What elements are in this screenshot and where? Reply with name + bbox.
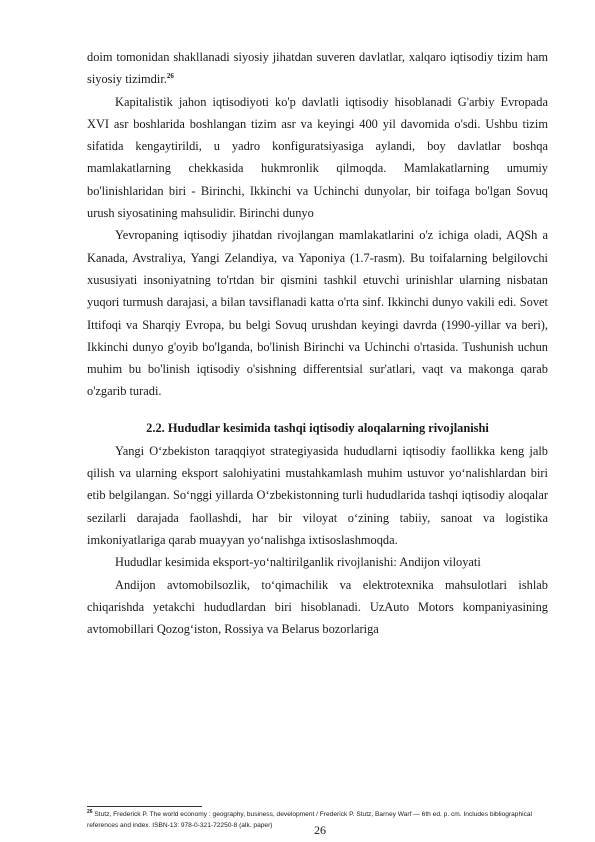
paragraph-text: Yangi O‘zbekiston taraqqiyot strategiyasida hududlarni iqtisodiy faollikka keng jalb qilish va ularning eksport salohiyatini mustahkamlash muhim ustuvor yo‘nalishlardan biri etib belgilangan. So‘nggi yillarda O‘zbekistonning turli hududlarida tashqi iqtisodiy aloqalar sezilarli darajada faollashdi, har bir viloyat o‘zining tabiiy, sanoat va logistika imkoniyatlariga qarab muayyan yo‘nalishga ixtisoslashmoqda. (87, 443, 548, 547)
paragraph-subheading-andijon (87, 551, 548, 573)
footnote-reference[interactable]: 26 (166, 72, 174, 81)
paragraph-text: Kapitalistik jahon iqtisodiyoti ko'p davlatli iqtisodiy hisoblanadi G'arbiy Evropada XVI asr boshlarida boshlangan tizim asr va keyingi 400 yil davomida o'sdi. Ushbu tizim sifatida kengaytirildi, u yadro konfiguratsiyasiga aylandi, boy davlatlar boshqa mamlakatlarning chekkasida hukmronlik qilmoqda. Mamlakatlarning umumiy bo'linishlaridan biri - Birinchi, Ikkinchi va Uchinchi dunyolar, bir toifaga bo'lgan Sovuq urush siyosatining mahsulidir. Birinchi dunyo (87, 94, 548, 221)
paragraph-strategy (87, 440, 548, 551)
paragraph-andijon (87, 574, 548, 641)
footnote-divider (87, 806, 202, 807)
paragraph-capitalist-economy (87, 91, 548, 225)
paragraph-text: Andijon avtomobilsozlik, to‘qimachilik va elektrotexnika mahsulotlari ishlab chiqarishda yetakchi hududlardan biri hisoblanadi. UzAuto Motors kompaniyasining avtomobillari Qozog‘iston, Rossiya va Belarus bozorlariga (87, 577, 548, 637)
section-heading: 2.2. Hududlar kesimida tashqi iqtisodiy aloqalarning rivojlanishi (146, 420, 489, 435)
paragraph-first-world (87, 224, 548, 402)
footnote-number: 26 (87, 808, 93, 815)
page-body (87, 46, 548, 640)
paragraph-text: Yevropaning iqtisodiy jihatdan rivojlangan mamlakatlarini o'z ichiga oladi, AQSh a Kanada, Avstraliya, Yangi Zelandiya, va Yaponiya (1.7-rasm). Bu toifalarning belgilovchi xususiyati insoniyatning to'rtdan bir qismini tashkil etuvchi urinishlar ularning nisbatan yuqori turmush darajasi, a bilan tavsiflanadi katta o'rta sinf. Ikkinchi dunyo vakili edi. Sovet Ittifoqi va Sharqiy Evropa, bu belgi Sovuq urushdan keyingi davrda (1990-yillar va beri), Ikkinchi dunyo g'oyib bo'lganda, bo'linish Birinchi va Uchinchi o'rtasida. Tushunish uchun muhim bu bo'linish iqtisodiy o'sishning differentsial sur'atlari, vaqt va makonga qarab o'zgarib turadi. (87, 228, 548, 399)
paragraph-text: doim tomonidan shakllanadi siyosiy jihatdan suveren davlatlar, xalqaro iqtisodiy tizim ham siyosiy tizimdir. (87, 50, 548, 87)
paragraph-text: Hududlar kesimida eksport-yo‘naltirilganlik rivojlanishi: Andijon viloyati (115, 555, 481, 570)
footnote-text: Stutz, Frederick P. The world economy : geography, business, development / Frederick P. Stutz, Barney Warf — 6th ed. p. cm. Includes bibliographical references and index. ISBN-13: 978-0-321-72250-8 (alk. paper) (87, 811, 533, 829)
page-number: 26 (314, 823, 326, 837)
paragraph-continuation (87, 46, 548, 91)
